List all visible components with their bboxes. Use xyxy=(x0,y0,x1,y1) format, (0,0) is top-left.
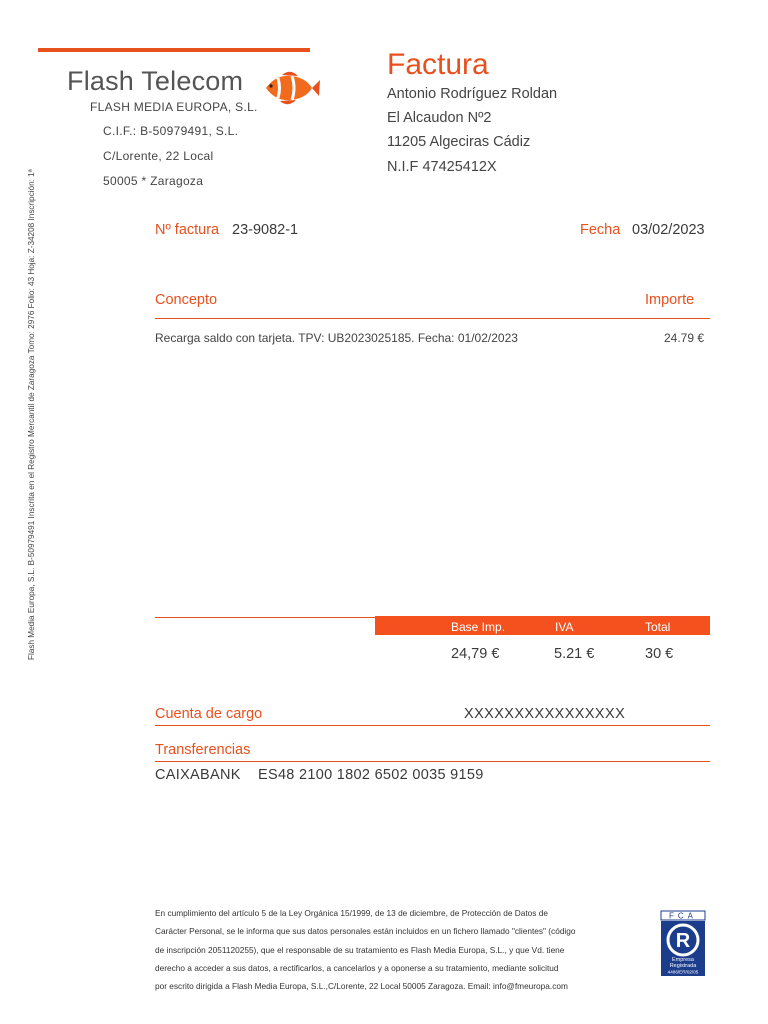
svg-text:R: R xyxy=(675,930,691,952)
bank-name: CAIXABANK xyxy=(155,767,241,783)
invoice-date-label: Fecha xyxy=(580,222,621,238)
legal-notice xyxy=(155,904,645,995)
seal-label-line1: Empresa xyxy=(671,957,695,963)
base-value: 24,79 € xyxy=(451,646,500,662)
amount-header: Importe xyxy=(645,292,695,308)
account-label: Cuenta de cargo xyxy=(155,706,263,722)
legal-line: derecho a acceder a sus datos, a rectificarlos, a cancelarlos y a oponerse a su tratamiento, mediante solicitud xyxy=(155,962,559,973)
line-item-amount: 24.79 € xyxy=(664,331,705,345)
registry-note: Flash Media Europa, S.L. B-50979491 Inscrita en el Registro Mercantil de Zaragoza Tomo: 2976 Folio: 43 Hoja: Z-34208 Inscripción: 1ª xyxy=(27,169,36,660)
company-city: 50005 * Zaragoza xyxy=(103,174,204,188)
concept-divider xyxy=(155,318,710,319)
line-item-description: Recarga saldo con tarjeta. TPV: UB2023025185. Fecha: 01/02/2023 xyxy=(155,331,518,345)
legal-line: Carácter Personal, se le informa que sus datos personales están incluidos en un fichero llamado "clientes" (código xyxy=(155,926,576,937)
client-name: Antonio Rodríguez Roldan xyxy=(387,86,558,102)
seal-code: 4486/ER/02/05 xyxy=(667,969,699,975)
seal-top-text: FCA xyxy=(669,911,697,921)
client-nif: N.I.F 47425412X xyxy=(387,159,497,175)
invoice-number-label: Nº factura xyxy=(155,222,220,238)
total-value: 30 € xyxy=(645,646,674,662)
transfer-label: Transferencias xyxy=(155,742,251,758)
base-header: Base Imp. xyxy=(451,620,506,634)
invoice-title: Factura xyxy=(387,48,489,81)
totals-divider xyxy=(155,617,375,618)
bank-iban: ES48 2100 1802 6502 0035 9159 xyxy=(258,767,484,783)
account-value: XXXXXXXXXXXXXXXX xyxy=(464,706,626,722)
legal-line: por escrito dirigida a Flash Media Europa, S.L.,C/Lorente, 22 Local 50005 Zaragoza. Email: info@fmeuropa.com xyxy=(155,981,568,992)
legal-line: En cumplimiento del artículo 5 de la Ley Orgánica 15/1999, de 13 de diciembre, de Protección de Datos de xyxy=(155,908,548,918)
iva-value: 5.21 € xyxy=(554,646,595,662)
legal-line: de inscripción 2051120255), que el responsable de su tratamiento es Flash Media Europa, S.L., y que Vd. tiene xyxy=(155,944,565,955)
invoice-date: 03/02/2023 xyxy=(632,222,705,238)
brand-logo-text: Flash Telecom xyxy=(67,66,244,96)
client-address: El Alcaudon Nº2 xyxy=(387,110,492,126)
company-cif: C.I.F.: B-50979491, S.L. xyxy=(103,124,239,138)
company-name: FLASH MEDIA EUROPA, S.L. xyxy=(90,100,258,114)
invoice-number: 23-9082-1 xyxy=(232,222,299,238)
transfer-divider xyxy=(155,761,710,762)
seal-label-line2: Registrada xyxy=(669,963,697,969)
total-header: Total xyxy=(645,620,671,634)
account-divider xyxy=(155,725,710,726)
concept-header: Concepto xyxy=(155,292,218,308)
header-accent-bar xyxy=(38,48,310,52)
client-city: 11205 Algeciras Cádiz xyxy=(387,134,531,150)
iva-header: IVA xyxy=(555,620,574,634)
company-address: C/Lorente, 22 Local xyxy=(103,149,214,163)
clownfish-icon xyxy=(262,68,320,108)
registered-company-seal-icon xyxy=(659,910,707,980)
